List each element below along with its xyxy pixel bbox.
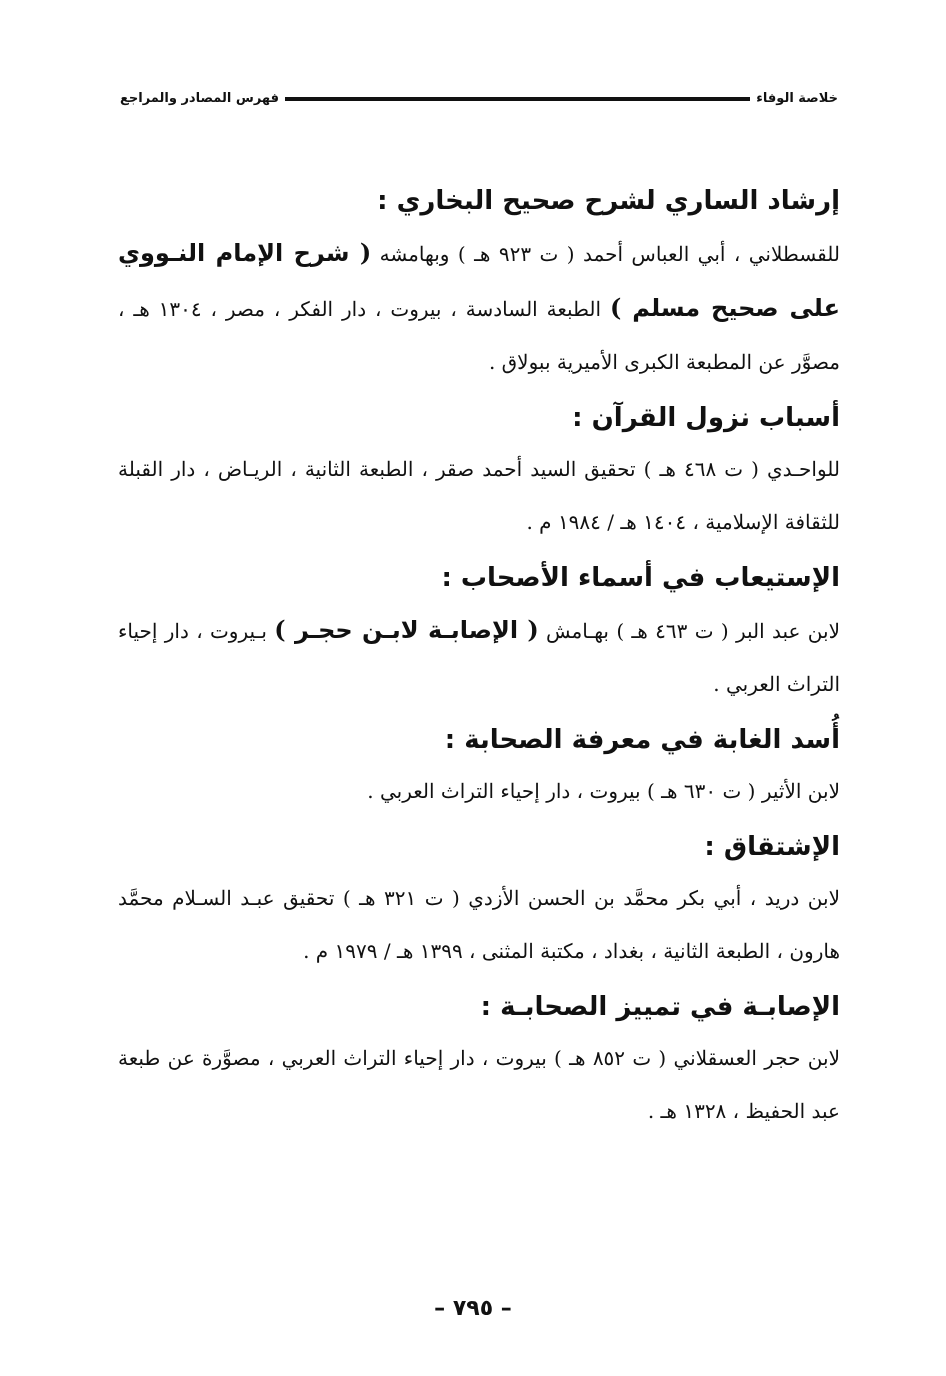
entry-body: لابن حجر العسقلاني ( ت ٨٥٢ هـ ) بيروت ، دار إحياء التراث العربي ، مصوَّرة عن طبعة عبد الحفيظ ، ١٣٢٨ هـ .: [118, 1046, 840, 1123]
header-rule: [285, 97, 750, 101]
entry-body: للواحـدي ( ت ٤٦٨ هـ ) تحقيق السيد أحمد صقر ، الطبعة الثانية ، الريـاض ، دار القبلة للثقافة الإسلامية ، ١٤٠٤ هـ / ١٩٨٤ م .: [118, 457, 841, 534]
entry-body-text: بـيروت ، دار إحياء التراث العربي .: [118, 619, 840, 696]
entry-title: إرشاد الساري لشرح صحيح البخاري :: [377, 186, 840, 216]
running-header: [120, 88, 838, 108]
entry-body: لابن الأثير ( ت ٦٣٠ هـ ) بيروت ، دار إحياء التراث العربي .: [367, 779, 840, 803]
entry-title: الإصابـة في تمييز الصحابـة :: [480, 992, 840, 1022]
entry-body-text: الطبعة السادسة ، بيروت ، دار الفكر ، مصر ، ١٣٠٤ هـ ، مصوَّر عن المطبعة الكبرى الأميرية ببولاق .: [118, 297, 840, 374]
bibliography-entry: [118, 393, 840, 549]
entry-title: أسباب نزول القرآن :: [572, 403, 840, 433]
header-section-title: فهرس المصادر والمراجع: [120, 90, 279, 106]
page-number: – ٧٩٥ –: [434, 1296, 512, 1321]
entry-title: الإستيعاب في أسماء الأصحاب :: [441, 563, 840, 593]
entry-body-text: لابن عبد البر ( ت ٤٦٣ هـ ) بهـامش: [538, 619, 840, 643]
entry-body: [118, 226, 840, 389]
entry-body-text: للقسطلاني ، أبي العباس أحمد ( ت ٩٢٣ هـ ) وبهامشه: [371, 242, 841, 266]
entry-body-emphasis: شرح الإمام النـووي على صحيح مسلم: [118, 239, 840, 322]
close-paren: ): [609, 293, 622, 322]
bibliography-entry: [118, 822, 840, 978]
entry-body: [118, 603, 840, 711]
entry-body-emphasis: الإصابـة لابـن حجـر: [285, 616, 528, 644]
bibliography-entry: [118, 176, 840, 389]
bibliography-entry: [118, 715, 840, 818]
entry-title: الإشتقاق :: [704, 832, 840, 862]
bibliography-entry: [118, 982, 840, 1138]
entry-title: أُسد الغابة في معرفة الصحابة :: [444, 725, 840, 755]
entry-body: لابن دريد ، أبي بكر محمَّد بن الحسن الأزدي ( ت ٣٢١ هـ ) تحقيق عبـد السـلام محمَّد هارون ، الطبعة الثانية ، بغداد ، مكتبة المثنى ، ١٣٩٩ هـ / ١٩٧٩ م .: [118, 886, 840, 963]
header-book-title: خلاصة الوفاء: [756, 90, 838, 106]
bibliography-list: [118, 176, 840, 1142]
open-paren: (: [359, 238, 372, 267]
close-paren: ): [274, 615, 286, 644]
open-paren: (: [527, 615, 539, 644]
bibliography-entry: [118, 553, 840, 711]
